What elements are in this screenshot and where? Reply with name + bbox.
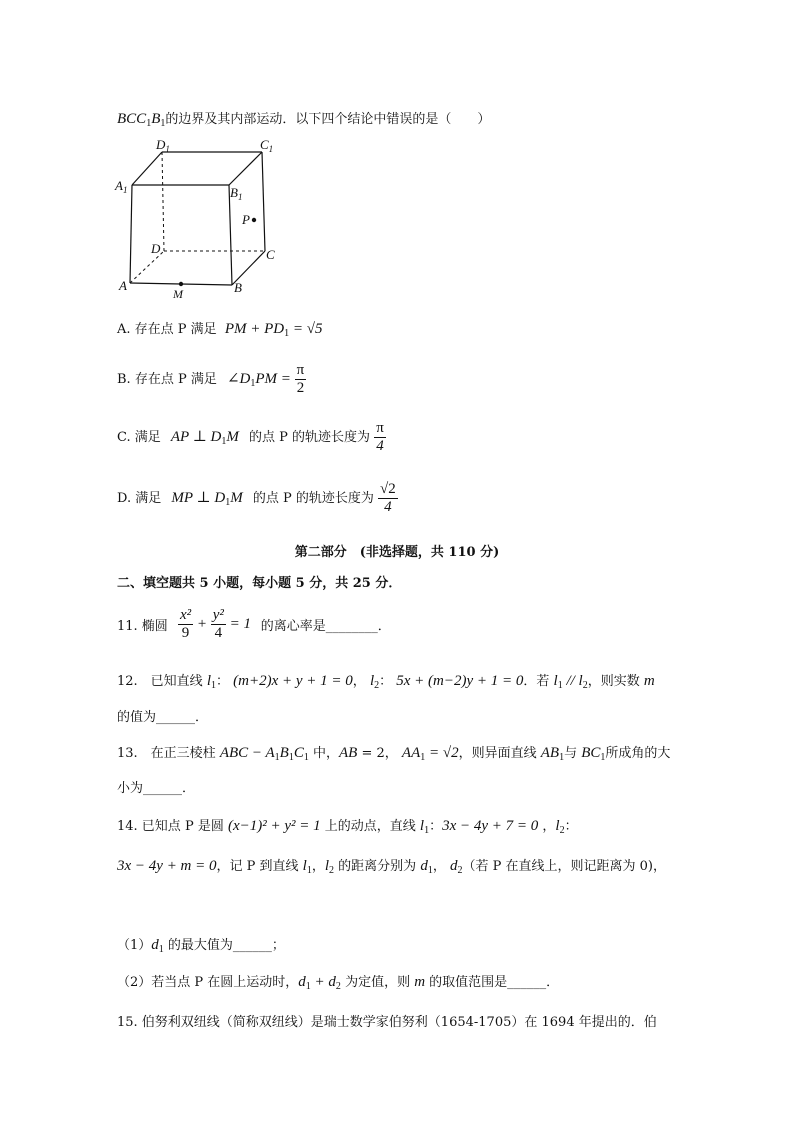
- q13-line1: 13. 在正三棱柱 ABC − $A_1B_1C_1$ 中，AB = 2， $AA_1 = √2$，则异面直线 $AB_1$与 $BC_1$所成角的大: [117, 745, 671, 763]
- section2-title: 二、填空题共 5 小题，每小题 5 分，共 25 分．: [117, 576, 402, 591]
- q11-text: 的离心率是________．: [260, 618, 391, 634]
- option-D-prefix: D. 满足: [117, 491, 162, 506]
- option-C: [117, 420, 386, 455]
- option-C-val: $\frac{\pi}{4}$: [376, 420, 384, 454]
- q11: [117, 607, 391, 642]
- label-A1: $A_1$: [115, 178, 128, 195]
- q14-line1: 14. 已知点 P 是圆 (x−1)² + y² = 1 上的动点，直线 $l_1$：3x − 4y + 7 = 0 ，$l_2$：: [117, 818, 578, 836]
- label-A: A: [119, 278, 127, 293]
- q14-sub2: （2）若当点 P 在圆上运动时，$d_1 + d_2$ 为定值，则 m 的取值范围是______．: [117, 974, 560, 992]
- option-C-suffix: 的点 P 的轨迹长度为: [249, 430, 371, 445]
- part2-title: 第二部分 (非选择题，共 110 分): [294, 545, 500, 560]
- option-A-prefix: A. 存在点 P 满足: [117, 322, 217, 337]
- option-B-expr: $\angle D_1PM$ = $\frac{\pi}{2}$: [226, 362, 305, 396]
- option-B: [117, 362, 306, 397]
- option-B-prefix: B. 存在点 P 满足: [117, 371, 217, 387]
- point-M: [179, 282, 183, 286]
- option-D-suffix: 的点 P 的轨迹长度为: [252, 491, 374, 506]
- q11-num: 11. 椭圆: [117, 618, 168, 634]
- point-P: [252, 218, 256, 222]
- q10-tail-text: 的边界及其内部运动．以下四个结论中错误的是（ ）: [165, 112, 491, 127]
- label-D1: $D_1$: [156, 137, 170, 154]
- label-D: D: [151, 241, 161, 256]
- option-C-cond: AP ⊥ $D_1M$: [170, 429, 239, 447]
- q14-line2: 3x − 4y + m = 0，记 P 到直线 $l_1$，$l_2$ 的距离分别为 $d_1$， $d_2$（若 P 在直线上，则记距离为 0)，: [117, 858, 666, 876]
- q12-line2: 的值为______．: [117, 710, 209, 725]
- label-C1: $C_1$: [260, 137, 274, 154]
- q10-tail-line: [117, 108, 490, 128]
- face-label: $BCC_1B_1$: [117, 111, 166, 129]
- label-B: B: [234, 280, 242, 295]
- option-D-cond: MP ⊥ $D_1M$: [171, 490, 243, 508]
- q12-line1: 12. 已知直线 $l_1$： (m+2)x + y + 1 = 0， $l_2$： 5x + (m−2)y + 1 = 0．若 $l_1 // l_2$，则实数 m: [117, 673, 655, 691]
- option-D-val: $\frac{√2}{4}$: [380, 481, 396, 515]
- q14-sub1: $(1)d_1$ 的最大值为______；: [117, 937, 285, 955]
- option-D: [117, 481, 398, 516]
- label-C: C: [266, 247, 275, 262]
- label-M: M: [173, 287, 183, 301]
- q15-line1: 15. 伯努利双纽线（简称双纽线）是瑞士数学家伯努利（1654-1705）在 1694 年提出的．伯: [117, 1015, 657, 1030]
- option-A: [117, 318, 322, 338]
- label-P: P: [242, 212, 250, 227]
- option-C-prefix: C. 满足: [117, 430, 161, 445]
- cube-figure: [110, 135, 290, 305]
- q13-line2: 小为______．: [117, 781, 196, 796]
- label-B1: $B_1$: [230, 185, 243, 202]
- q11-expr: $\frac{\text{x²}}{9}$ + $\frac{\text{y²}}{4}$ = 1: [179, 607, 255, 641]
- option-A-expr: PM + $PD_1 = √5$: [224, 321, 323, 339]
